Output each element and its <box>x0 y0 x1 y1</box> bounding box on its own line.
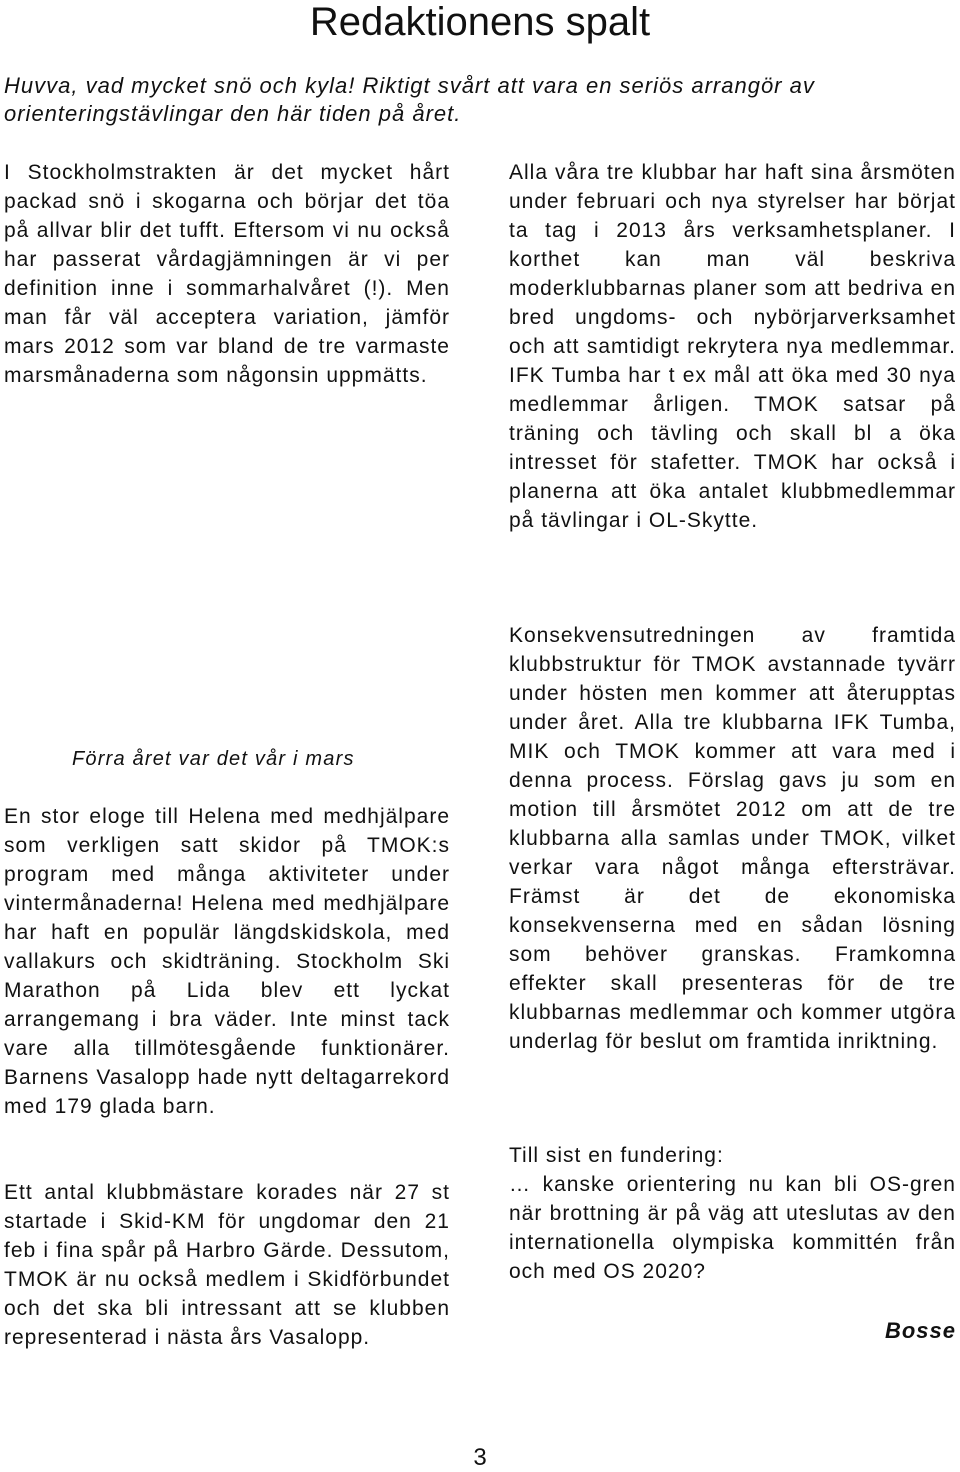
image-caption: Förra året var det vår i mars <box>72 748 355 770</box>
intro-text: Huvva, vad mycket snö och kyla! Riktigt svårt att vara en seriös arrangör av orienteringstävlingar den här tiden på året. <box>4 73 815 126</box>
page-number: 3 <box>473 1444 487 1471</box>
closing-thought <box>509 1141 956 1286</box>
right-paragraph-1: Alla våra tre klubbar har haft sina årsmöten under februari och nya styrelser har börjat ta tag i 2013 års verksamhetsplaner. I korthet kan man väl beskriva moderklubbarnas planer som att bedriva en bred ungdoms- och nybörjarverksamhet och att samtidigt rekrytera nya medlemmar. IFK Tumba har t ex mål att öka med 30 nya medlemmar årligen. TMOK satsar på träning och tävling och skall bl a öka intresset för stafetter. TMOK har också i planerna att öka antalet klubbmedlemmar på tävlingar i OL-Skytte. <box>509 161 956 532</box>
signature: Bosse <box>884 1318 956 1343</box>
page-title: Redaktionens spalt <box>309 0 651 44</box>
right-paragraph-2: Konsekvensutredningen av framtida klubbstruktur för TMOK avstannade tyvärr under hösten men kommer att återupptas under året. Alla tre klubbarna IFK Tumba, MIK och TMOK kommer att vara med i denna process. Förslag gavs ju som en motion till årsmötet 2012 om att de tre klubbarna alla samlas under TMOK, vilket verkar vara något många eftersträvar. Främst är det de ekonomiska konsekvenserna med en sådan lösning som behöver granskas. Framkomna effekter skall presenteras för de tre klubbarnas medlemmar och kommer utgöra underlag för beslut om framtida inriktning. <box>509 624 956 1053</box>
left-paragraph-1: I Stockholmstrakten är det mycket hårt packad snö i skogarna och börjar det töa på allvar blir det tufft. Eftersom vi nu också har passerat vårdagjämningen är vi per definition inne i sommarhalvåret (!). Men man får väl acceptera variation, jämför mars 2012 som var bland de tre varmaste marsmånaderna som någonsin uppmätts. <box>4 161 450 387</box>
left-paragraph-3: Ett antal klubbmästare korades när 27 st startade i Skid-KM för ungdomar den 21 feb i fina spår på Harbro Gärde. Dessutom, TMOK är nu också medlem i Skidförbundet och det ska bli intressant att se klubben representerad i nästa års Vasalopp. <box>4 1181 450 1349</box>
left-paragraph-2: En stor eloge till Helena med medhjälpare som verkligen satt skidor på TMOK:s program med många aktiviteter under vintermånaderna! Helena med medhjälpare har haft en populär längdskidskola, med vallakurs och skidträning. Stockholm Ski Marathon på Lida blev ett lyckat arrangemang i bra väder. Inte minst tack vare alla tillmötesgående funktionärer. Barnens Vasalopp hade nytt deltagarrekord med 179 glada barn. <box>4 805 450 1118</box>
closing-heading: Till sist en fundering: <box>509 1144 724 1167</box>
closing-body: … kanske orientering nu kan bli OS-gren när brottning är på väg att uteslutas av den internationella olympiska kommittén från och med OS 2020? <box>509 1173 956 1283</box>
